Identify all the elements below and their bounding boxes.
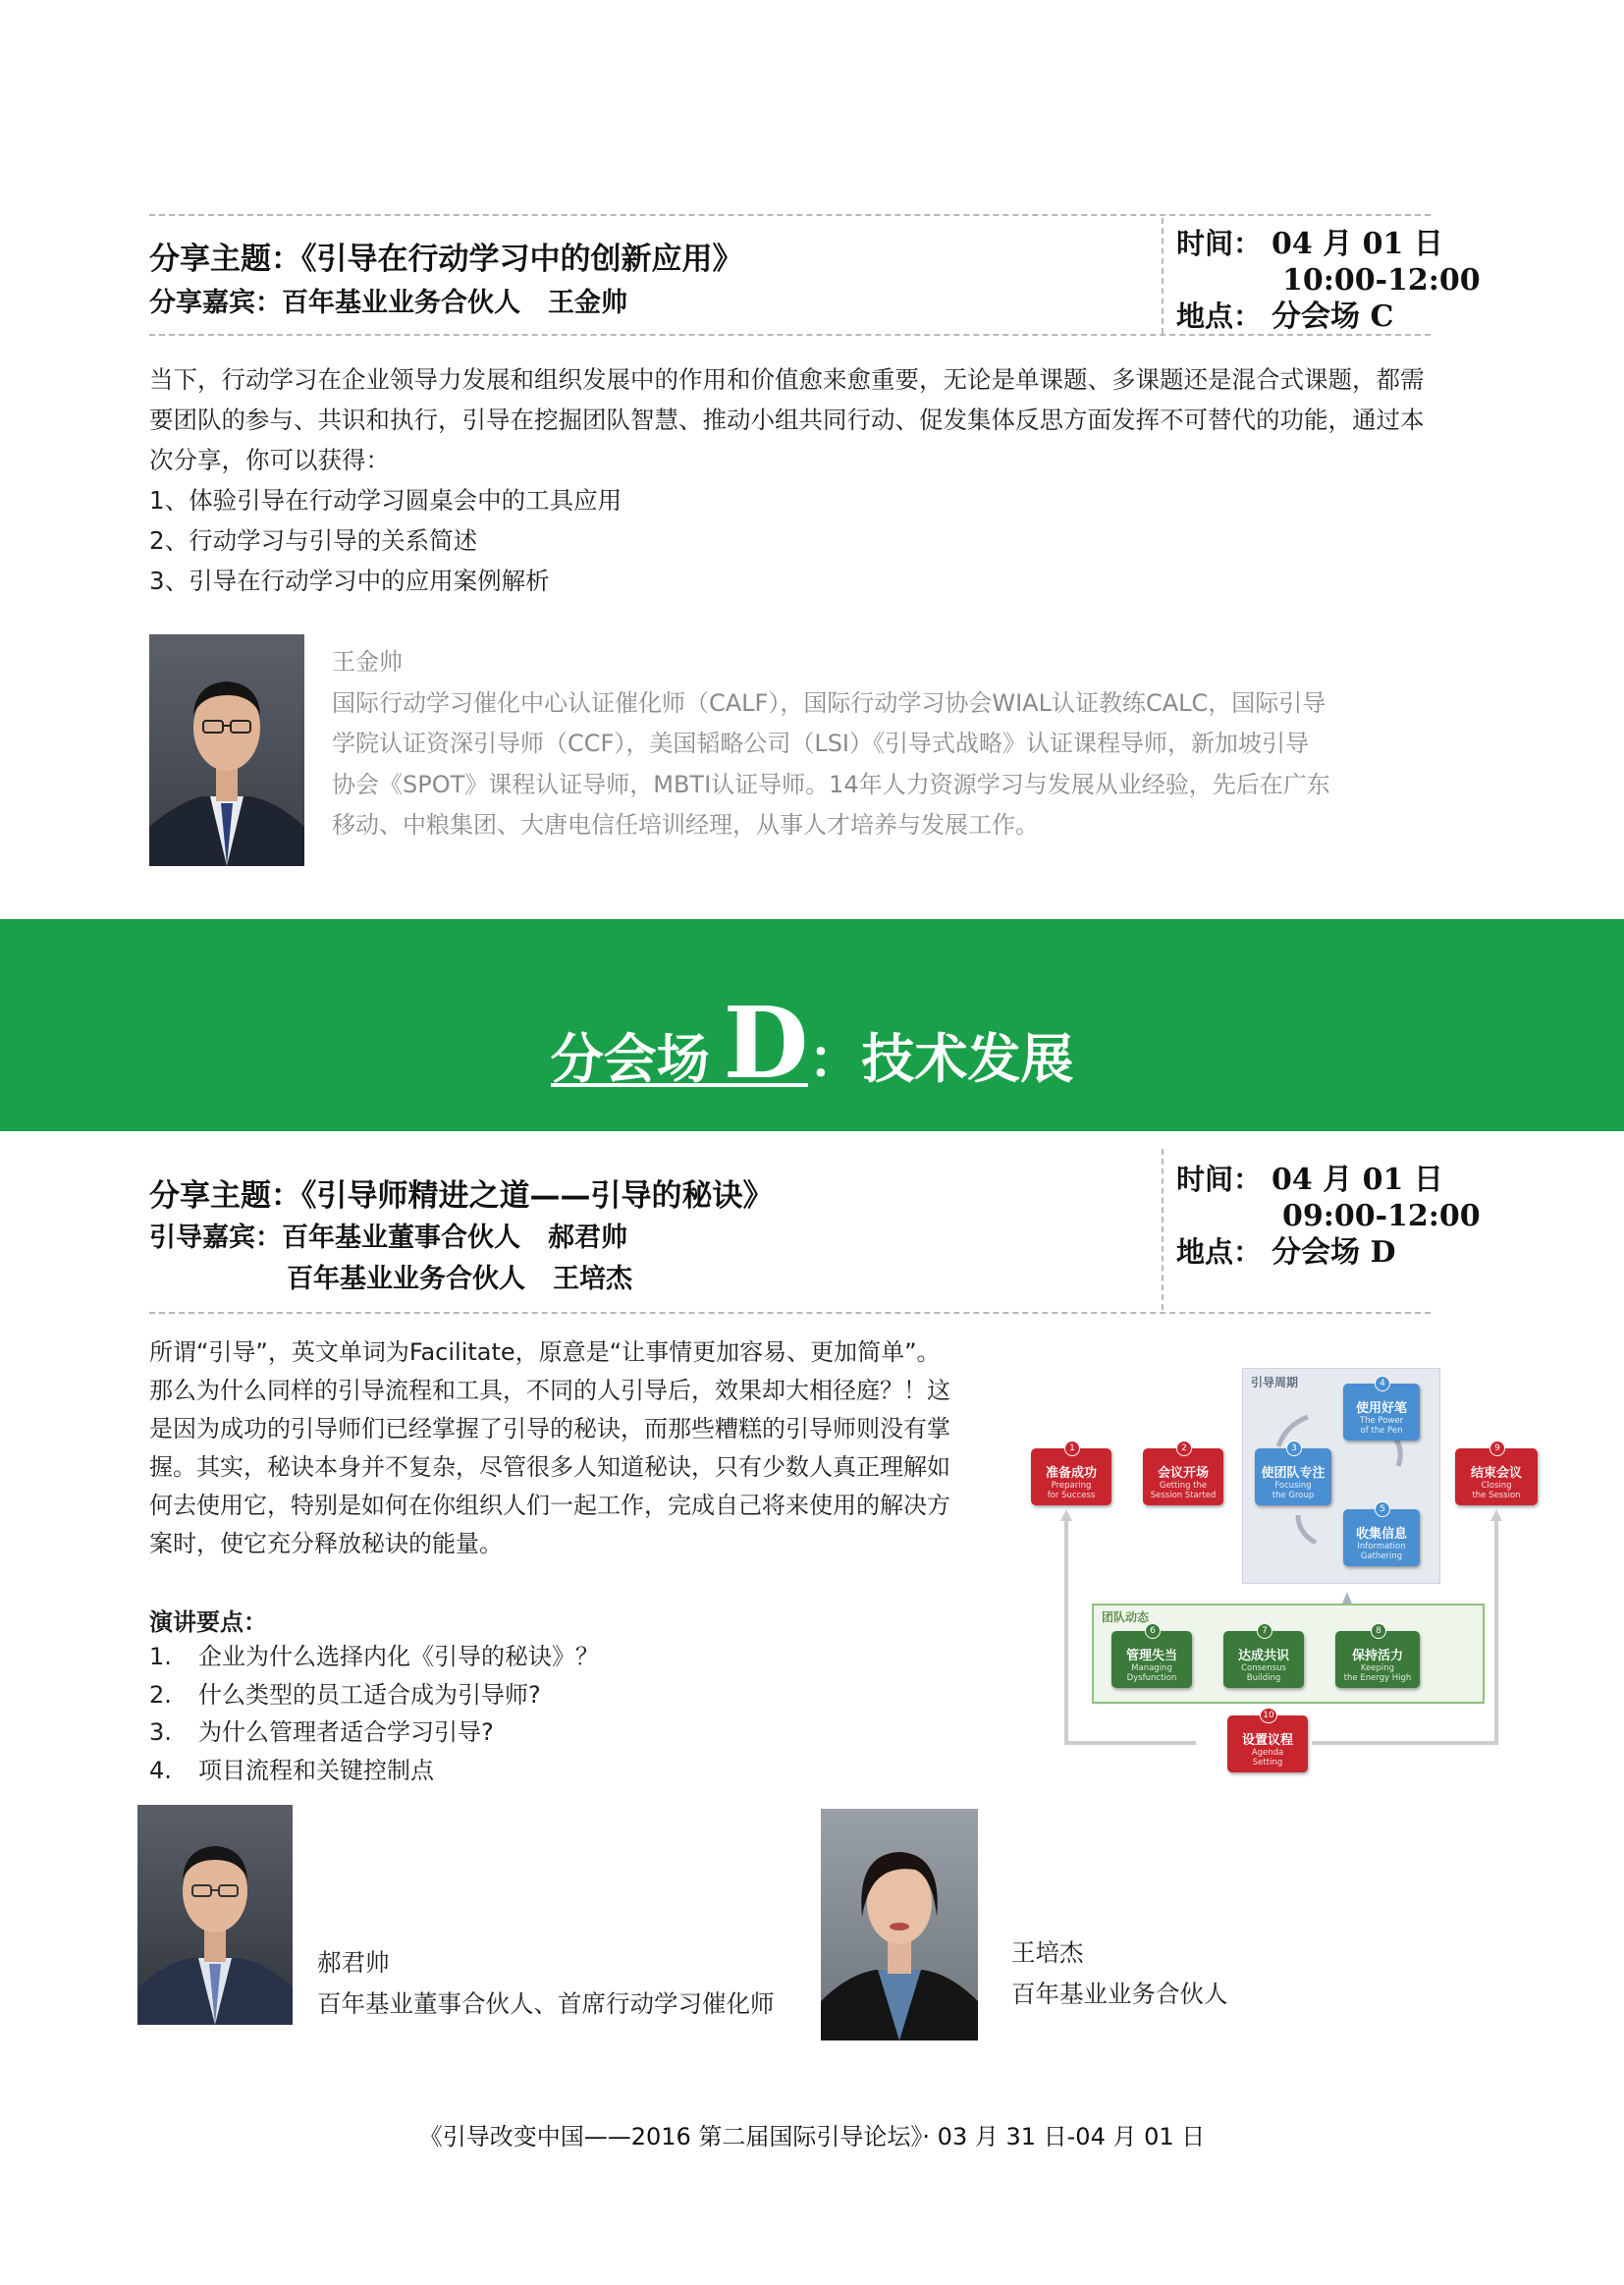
guest-name: 王培杰 — [553, 1264, 632, 1294]
diagram-node: 1 准备成功 Preparing for Success — [1031, 1448, 1111, 1505]
venue-value: 分会场 C — [1272, 299, 1394, 334]
bio-line: 学院认证资深引导师（CCF），美国韬略公司（LSI）《引导式战略》认证课程导师，新加坡引导 — [332, 730, 1310, 757]
speaker-photo-hao-junshuai — [137, 1805, 293, 2025]
diagram-node: 5 收集信息 Information Gathering — [1343, 1509, 1420, 1566]
diagram-node: 8 保持活力 Keeping the Energy High — [1335, 1631, 1420, 1688]
guest-org: 百年基业业务合伙人 — [287, 1264, 525, 1294]
time-label: 时间： — [1176, 1163, 1263, 1196]
diagram-node: 3 使团队专注 Focusing the Group — [1255, 1448, 1331, 1505]
speaker-title: 百年基业业务合伙人 — [1011, 1980, 1228, 2008]
topic-label: 分享主题： — [149, 242, 301, 277]
guest-name: 王金帅 — [548, 288, 627, 318]
date-value: 04 月 01 日 — [1272, 227, 1443, 261]
venue-value: 分会场 D — [1272, 1235, 1396, 1270]
banner-prefix: 分会场 — [550, 1028, 710, 1090]
point-text: 为什么管理者适合学习引导? — [198, 1718, 494, 1746]
page-footer: 《引导改变中国——2016 第二届国际引导论坛》· 03 月 31 日-04 月 01 日 — [418, 2123, 1206, 2150]
session-d-guests — [149, 1218, 632, 1300]
banner-suffix: ：技术发展 — [808, 1028, 1074, 1090]
guest-label: 引导嘉宾： — [149, 1223, 282, 1253]
bio-line: 移动、中粮集团、大唐电信任培训经理，从事人才培养与发展工作。 — [332, 811, 1039, 839]
point-num: 3. — [149, 1718, 172, 1746]
session-c-guest — [149, 281, 627, 319]
speaker-name: 王培杰 — [1011, 1938, 1084, 1967]
gain-item: 3、引导在行动学习中的应用案例解析 — [149, 567, 550, 595]
session-c-meta — [1176, 226, 1481, 335]
facilitation-cycle-diagram — [1021, 1360, 1551, 1792]
venue-label: 地点： — [1176, 1235, 1263, 1269]
speaker-photo-wang-jinshuai — [149, 634, 304, 866]
banner-letter: D — [723, 985, 809, 1101]
gain-item: 2、行动学习与引导的关系简述 — [149, 526, 478, 555]
guest-org: 百年基业业务合伙人 — [282, 288, 520, 318]
intro-line: 要团队的参与、共识和执行，引导在挖掘团队智慧、推动小组共同行动、促发集体反思方面发挥不可替代的功能，通过本 — [149, 406, 1425, 434]
speaker-photo-wang-peijie — [821, 1809, 978, 2040]
intro-line: 所谓“引导”，英文单词为Facilitate，原意是“让事情更加容易、更加简单”。 — [149, 1338, 941, 1366]
time-value: 10:00-12:00 — [1282, 263, 1481, 298]
diagram-node: 7 达成共识 Consensus Building — [1223, 1631, 1304, 1688]
banner-title — [0, 985, 1624, 1101]
divider — [149, 334, 1431, 336]
session-d-intro — [149, 1333, 994, 1563]
session-c-topic — [149, 234, 743, 278]
session-c-bio — [332, 642, 1461, 846]
time-value: 09:00-12:00 — [1282, 1199, 1481, 1233]
speaker-hao — [317, 1942, 775, 2025]
list-item — [149, 1676, 599, 1714]
intro-line: 当下，行动学习在企业领导力发展和组织发展中的作用和价值愈来愈重要，无论是单课题、多课题还是混合式课题，都需 — [149, 365, 1425, 394]
bio-line: 协会《SPOT》课程认证导师，MBTI认证导师。14年人力资源学习与发展从业经验，先后在广东 — [332, 770, 1330, 798]
speaker-title: 百年基业董事合伙人、首席行动学习催化师 — [317, 1989, 775, 2018]
divider — [149, 1312, 1431, 1314]
guest-name: 郝君帅 — [548, 1223, 627, 1253]
point-num: 2. — [149, 1680, 172, 1709]
intro-line: 握。其实，秘诀本身并不复杂，尽管很多人知道秘诀，只有少数人真正理解如 — [149, 1453, 950, 1481]
diagram-node: 9 结束会议 Closing the Session — [1455, 1448, 1538, 1505]
bio-line: 国际行动学习催化中心认证催化师（CALF），国际行动学习协会WIAL认证教练CALC，国际引导 — [332, 688, 1326, 717]
divider — [149, 214, 1431, 216]
point-num: 1. — [149, 1643, 172, 1670]
time-label: 时间： — [1176, 227, 1263, 260]
diagram-node: 2 会议开场 Getting the Session Started — [1143, 1448, 1223, 1505]
divider — [1162, 1149, 1164, 1310]
gain-item: 1、体验引导在行动学习圆桌会中的工具应用 — [149, 486, 623, 515]
intro-line: 是因为成功的引导师们已经掌握了引导的秘诀，而那些糟糕的引导师则没有掌 — [149, 1415, 950, 1442]
session-d-topic — [149, 1170, 774, 1215]
list-item — [149, 1752, 599, 1790]
session-c-intro — [149, 359, 1455, 601]
point-text: 企业为什么选择内化《引导的秘诀》？ — [198, 1643, 599, 1670]
intro-line: 那么为什么同样的引导流程和工具，不同的人引导后，效果却大相径庭？！这 — [149, 1377, 950, 1404]
venue-label: 地点： — [1176, 299, 1263, 333]
intro-line: 次分享，你可以获得： — [149, 446, 390, 474]
topic-title: 《引导师精进之道——引导的秘诀》 — [301, 1178, 774, 1214]
guest-org: 百年基业董事合伙人 — [282, 1223, 520, 1253]
diagram-node: 4 使用好笔 The Power of the Pen — [1343, 1384, 1420, 1441]
point-num: 4. — [149, 1756, 172, 1784]
bio-name: 王金帅 — [332, 648, 403, 676]
divider — [1162, 218, 1164, 334]
guest-label: 分享嘉宾： — [149, 288, 282, 318]
diagram-node: 6 管理失当 Managing Dysfunction — [1111, 1631, 1192, 1688]
list-item — [149, 1638, 599, 1676]
key-points-list — [149, 1638, 599, 1789]
list-item — [149, 1714, 599, 1752]
team-label: 团队动态 — [1102, 1610, 1150, 1624]
intro-line: 何去使用它，特别是如何在你组织人们一起工作，完成自己将来使用的解决方 — [149, 1492, 950, 1519]
speaker-wang — [1011, 1932, 1228, 2015]
date-value: 04 月 01 日 — [1272, 1163, 1443, 1197]
session-d-meta — [1176, 1162, 1481, 1271]
speaker-name: 郝君帅 — [317, 1948, 390, 1977]
topic-label: 分享主题： — [149, 1178, 301, 1214]
intro-line: 案时，使它充分释放秘诀的能量。 — [149, 1530, 503, 1557]
points-title: 演讲要点： — [149, 1608, 267, 1636]
point-text: 什么类型的员工适合成为引导师? — [198, 1680, 541, 1709]
diagram-node: 10 设置议程 Agenda Setting — [1227, 1715, 1308, 1772]
point-text: 项目流程和关键控制点 — [198, 1756, 434, 1784]
topic-title: 《引导在行动学习中的创新应用》 — [301, 242, 743, 277]
cycle-label: 引导周期 — [1251, 1376, 1299, 1389]
